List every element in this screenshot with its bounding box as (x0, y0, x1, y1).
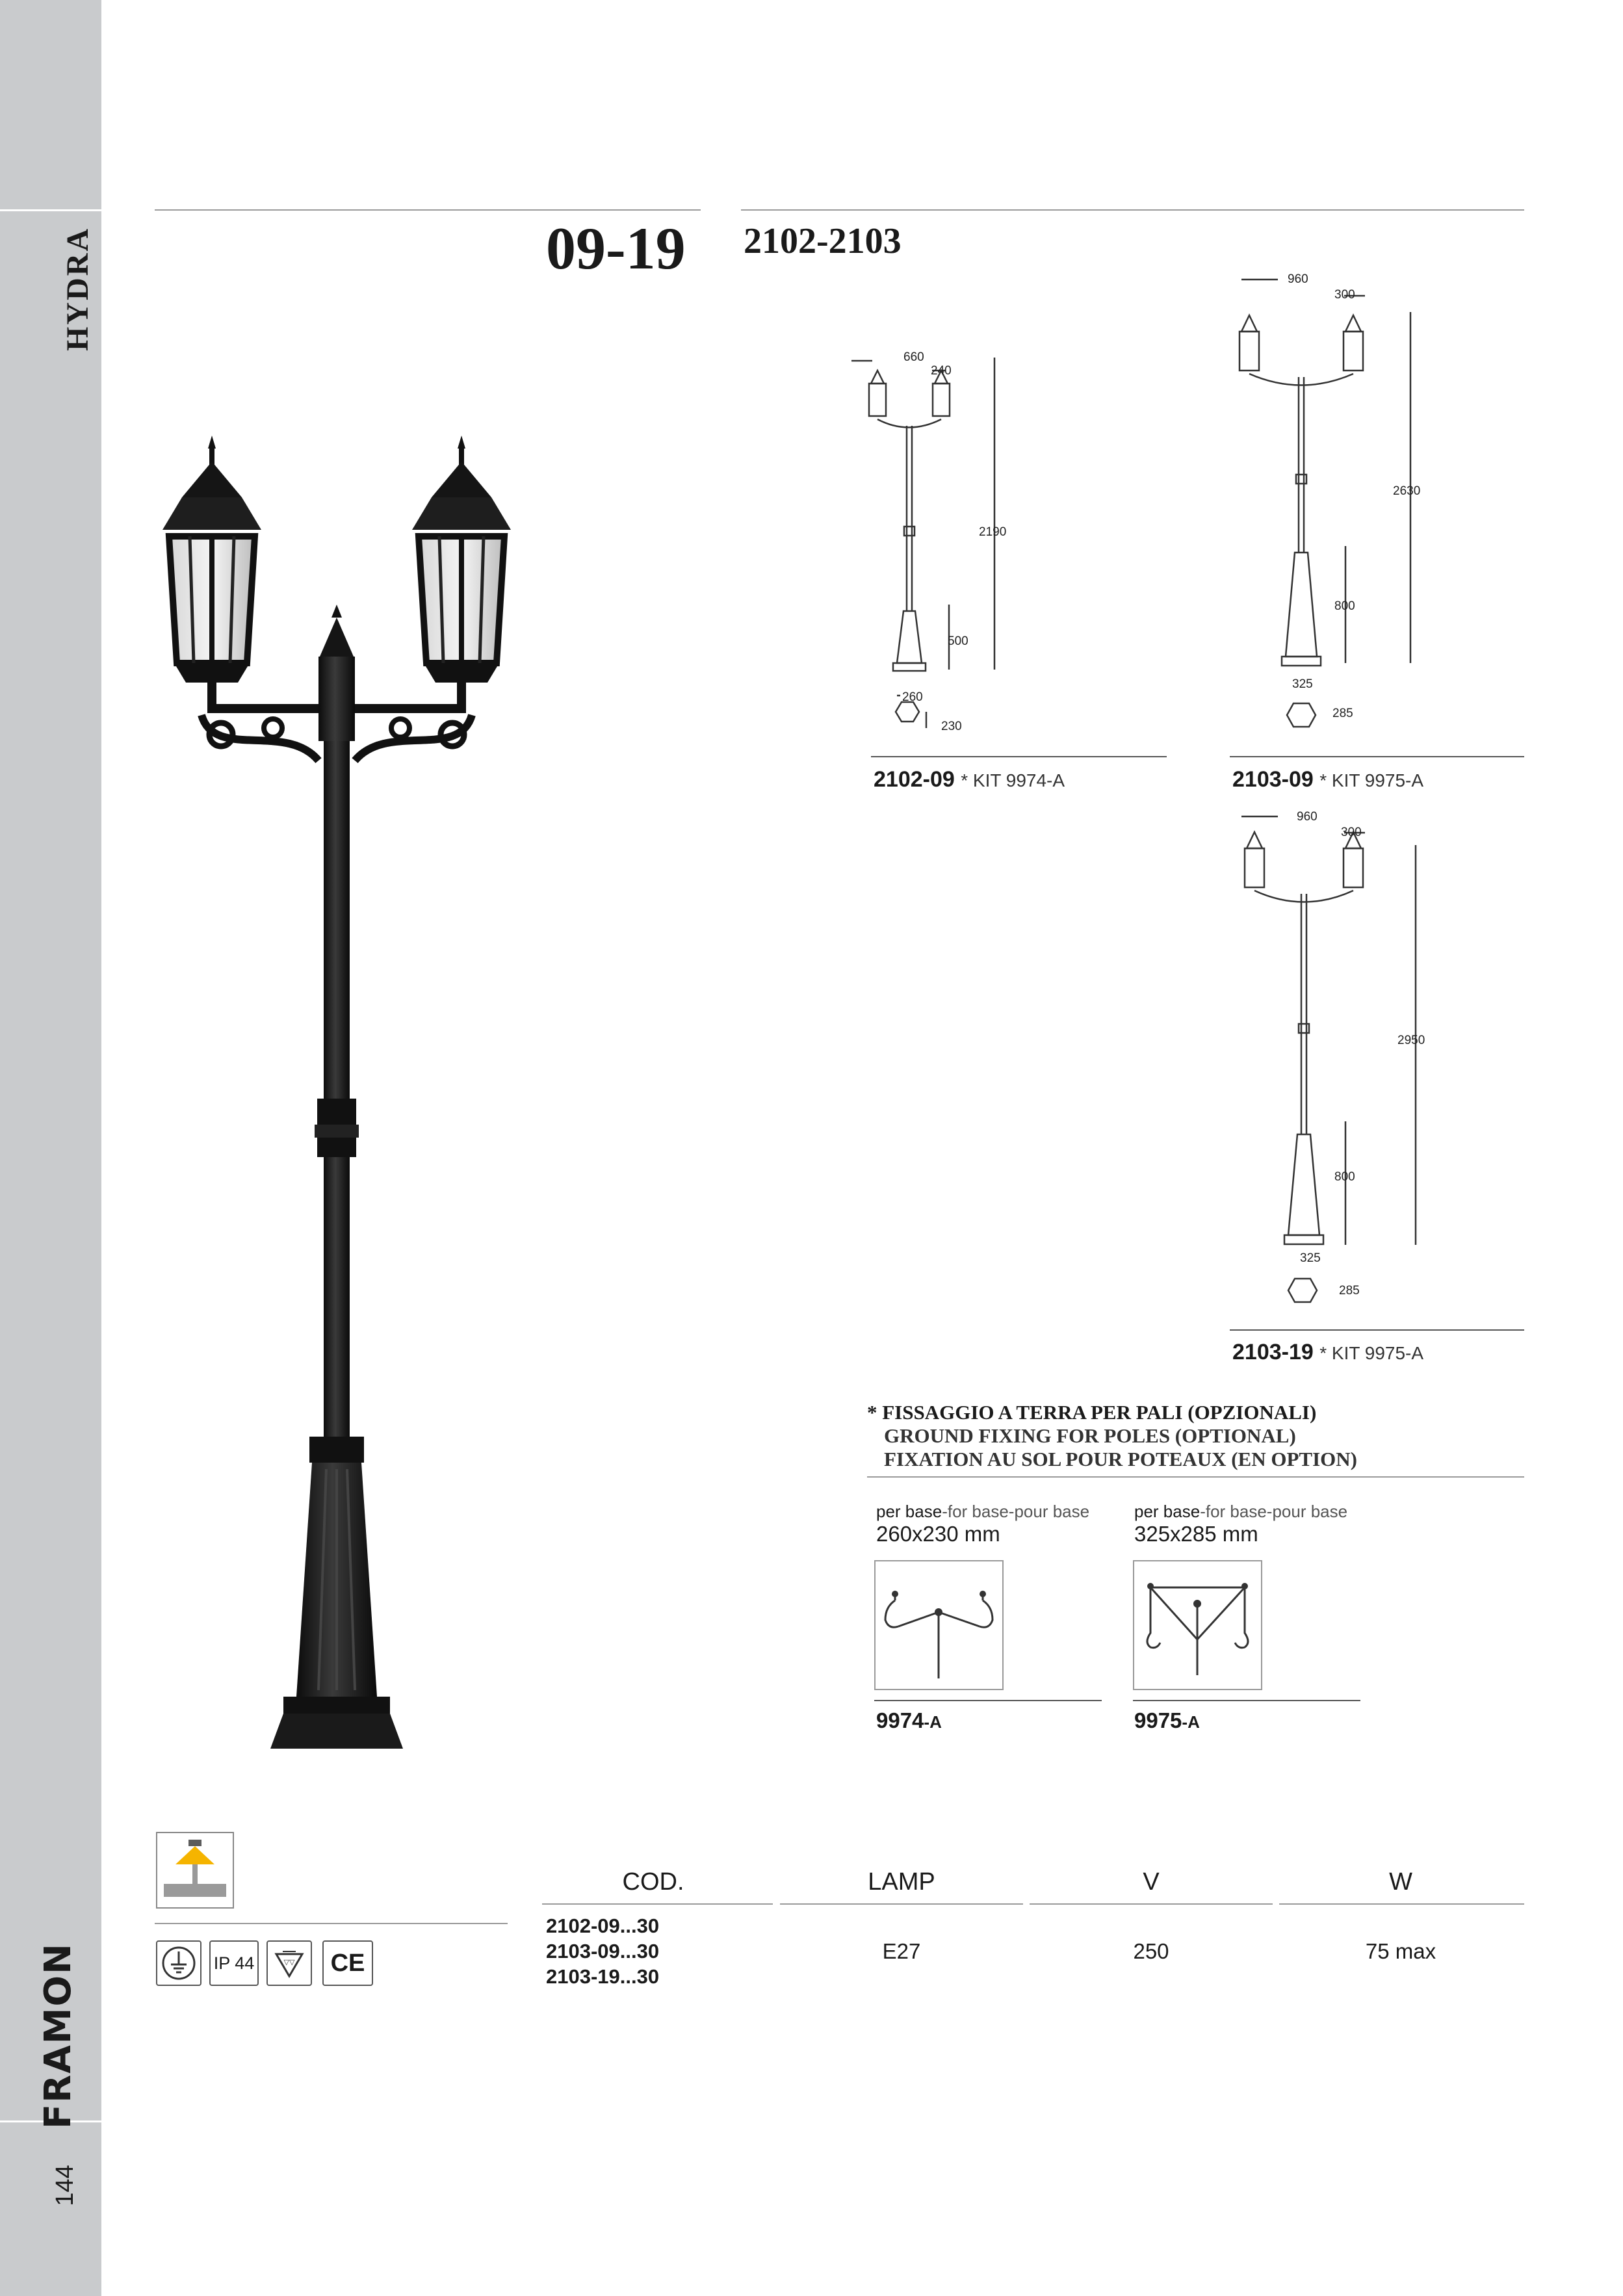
dim-base-width: 260 (902, 690, 923, 704)
kit-rule (874, 1700, 1102, 1701)
dim-base-width: 325 (1292, 677, 1313, 691)
kit-9974-image (874, 1560, 1004, 1690)
kit-base-size: 325x285 mm (1134, 1522, 1258, 1546)
table-header-watt: W (1389, 1868, 1412, 1896)
table-code-row: 2103-19...30 (546, 1965, 660, 1988)
table-codes (546, 1913, 659, 1989)
dim-height: 2190 (979, 525, 1007, 539)
header-rule (741, 209, 1524, 211)
flammable-surface-icon (266, 1940, 312, 1986)
table-code-row: 2103-09...30 (546, 1940, 660, 1963)
table-rule (1030, 1903, 1273, 1905)
fixing-title-en: GROUND FIXING FOR POLES (OPTIONAL) (884, 1424, 1296, 1447)
dim-span: 960 (1297, 810, 1318, 824)
kit-9975-image (1133, 1560, 1262, 1690)
left-rule (155, 1923, 508, 1924)
dim-base-depth: 285 (1332, 707, 1353, 720)
lantern-left (162, 436, 261, 683)
series-name: HYDRA (60, 227, 95, 351)
table-volt-value: 250 (1133, 1939, 1169, 1963)
table-rule (1279, 1903, 1524, 1905)
dim-base-width: 325 (1300, 1251, 1321, 1265)
ce-mark: CE (322, 1940, 373, 1986)
fixing-title-fr: FIXATION AU SOL POUR POTEAUX (EN OPTION) (884, 1448, 1357, 1470)
dim-base-height: 800 (1334, 1170, 1355, 1184)
page-number: 144 (51, 2165, 79, 2206)
table-rule (542, 1903, 773, 1905)
kit-rule (1133, 1700, 1360, 1701)
code-rule (871, 756, 1167, 757)
code-rule (1230, 1329, 1524, 1331)
dim-span: 660 (903, 350, 924, 364)
product-code: 2103-09 * KIT 9975-A (1232, 767, 1424, 792)
dim-base-depth: 285 (1339, 1284, 1360, 1298)
kit-base-label: per base-for base-pour base (1134, 1502, 1348, 1521)
dim-arm: 300 (1341, 826, 1362, 839)
table-watt-value: 75 max (1365, 1939, 1436, 1963)
brand-logo: FRAMON (37, 1942, 79, 2129)
kit-code: 9975-A (1134, 1708, 1200, 1732)
sidebar-divider (0, 209, 101, 211)
product-code: 2103-19 * KIT 9975-A (1232, 1340, 1424, 1364)
kit-base-label: per base-for base-pour base (876, 1502, 1090, 1521)
floor-lamp-icon (156, 1832, 234, 1909)
dim-span: 960 (1288, 272, 1308, 286)
dim-base-height: 500 (948, 634, 968, 648)
fixing-title-it: * FISSAGGIO A TERRA PER PALI (OPZIONALI) (867, 1401, 1317, 1424)
header-rule (155, 209, 701, 211)
lantern-right (412, 436, 511, 683)
svg-text:▽▽: ▽▽ (283, 1958, 295, 1966)
model-code: 09-19 (546, 215, 686, 281)
code-rule (1230, 756, 1524, 757)
kit-code: 9974-A (876, 1708, 942, 1732)
class-1-earth-icon (156, 1940, 201, 1986)
product-code: 2102-09 * KIT 9974-A (874, 767, 1065, 792)
table-lamp-value: E27 (882, 1939, 921, 1963)
article-range: 2102-2103 (744, 221, 902, 261)
table-header-volt: V (1143, 1868, 1160, 1896)
dim-base-depth: 230 (941, 720, 962, 733)
dim-height: 2950 (1397, 1034, 1425, 1047)
product-photo (156, 423, 546, 1781)
dim-arm: 240 (931, 364, 952, 378)
fixing-rule (867, 1476, 1524, 1478)
ip-rating-badge: IP 44 (209, 1940, 259, 1986)
table-code-row: 2102-09...30 (546, 1914, 660, 1937)
drawing-2103-19 (1222, 809, 1417, 1323)
table-header-code: COD. (622, 1868, 684, 1896)
dim-base-height: 800 (1334, 599, 1355, 613)
table-rule (780, 1903, 1023, 1905)
dim-arm: 300 (1334, 288, 1355, 302)
table-header-lamp: LAMP (868, 1868, 935, 1896)
drawing-2103-09 (1222, 273, 1417, 741)
dim-height: 2630 (1393, 484, 1421, 498)
kit-base-size: 260x230 mm (876, 1522, 1000, 1546)
